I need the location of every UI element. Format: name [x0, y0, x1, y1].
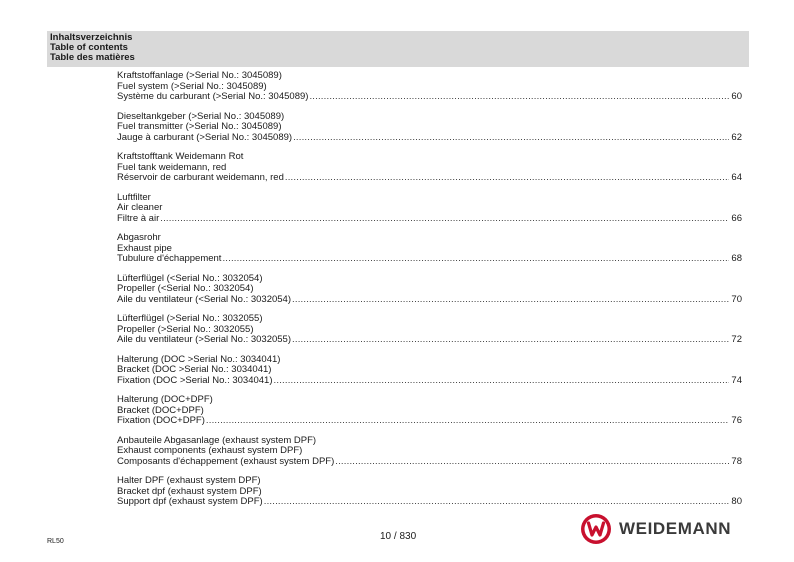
document-code: RL50 — [47, 538, 64, 545]
entry-title-fr: Jauge à carburant (>Serial No.: 3045089) — [117, 131, 293, 143]
entry-title-fr: Fixation (DOC >Serial No.: 3034041) — [117, 374, 273, 386]
entry-page-number[interactable]: 60 — [731, 91, 742, 102]
entry-title-fr: Aile du ventilateur (<Serial No.: 3032054) — [117, 293, 292, 305]
entry-title-de: Dieseltankgeber (>Serial No.: 3045089) — [117, 110, 285, 122]
entry-title-en: Exhaust pipe — [117, 242, 172, 254]
toc-entry[interactable] — [117, 274, 742, 315]
entry-title-en: Exhaust components (exhaust system DPF) — [117, 445, 303, 456]
entry-page-number[interactable]: 68 — [731, 253, 742, 264]
entry-page-number[interactable]: 70 — [731, 293, 742, 305]
dot-leader — [274, 376, 729, 387]
entry-title-fr: Fixation (DOC+DPF) — [117, 415, 205, 426]
entry-page-number[interactable]: 66 — [731, 212, 742, 224]
entry-title-de: Kraftstofftank Weidemann Rot — [117, 151, 244, 162]
entry-page-number[interactable]: 72 — [731, 334, 742, 345]
dot-leader — [264, 497, 729, 508]
entry-title-fr: Réservoir de carburant weidemann, red — [117, 172, 284, 183]
toc-entry[interactable] — [117, 233, 742, 274]
toc-entry[interactable] — [117, 152, 742, 193]
entry-title-en: Propeller (<Serial No.: 3032054) — [117, 283, 254, 294]
entry-title-en: Bracket dpf (exhaust system DPF) — [117, 485, 262, 497]
entry-page-number[interactable]: 80 — [731, 496, 742, 507]
entry-title-en: Fuel transmitter (>Serial No.: 3045089) — [117, 121, 282, 132]
toc-entry[interactable] — [117, 476, 742, 517]
entry-title-en: Air cleaner — [117, 202, 163, 213]
toc-entry[interactable] — [117, 355, 742, 396]
dot-leader — [292, 295, 729, 306]
toc-header — [47, 31, 749, 67]
entry-title-de: Halterung (DOC >Serial No.: 3034041) — [117, 353, 281, 365]
entry-title-de: Luftfilter — [117, 191, 151, 203]
entry-page-number[interactable]: 78 — [731, 455, 742, 467]
entry-title-fr: Filtre à air — [117, 212, 160, 224]
dot-leader — [160, 214, 729, 225]
toc-entry[interactable] — [117, 71, 742, 112]
brand-name: WEIDEMANN — [619, 519, 732, 538]
entry-title-fr: Système du carburant (>Serial No.: 3045089) — [117, 91, 309, 102]
dot-leader — [293, 133, 729, 144]
dot-leader — [335, 457, 729, 468]
entry-title-en: Propeller (>Serial No.: 3032055) — [117, 323, 254, 335]
entry-title-de: Kraftstoffanlage (>Serial No.: 3045089) — [117, 70, 282, 81]
weidemann-emblem-icon — [580, 513, 612, 545]
header-title-fr: Table des matières — [50, 52, 135, 63]
entry-page-number[interactable]: 76 — [731, 415, 742, 426]
entry-title-fr: Support dpf (exhaust system DPF) — [117, 496, 263, 507]
entry-title-en: Bracket (DOC+DPF) — [117, 404, 204, 416]
dot-leader — [206, 416, 729, 427]
entry-title-de: Anbauteile Abgasanlage (exhaust system DPF) — [117, 434, 317, 446]
entry-title-fr: Composants d'échappement (exhaust system DPF) — [117, 455, 335, 467]
toc-list — [117, 71, 742, 517]
dot-leader — [222, 254, 729, 265]
toc-entry[interactable] — [117, 395, 742, 436]
weidemann-logo — [580, 513, 750, 545]
entry-title-de: Lüfterflügel (>Serial No.: 3032055) — [117, 313, 263, 324]
toc-entry[interactable] — [117, 112, 742, 153]
toc-entry[interactable] — [117, 436, 742, 477]
page-indicator: 10 / 830 — [380, 531, 417, 542]
toc-entry[interactable] — [117, 314, 742, 355]
dot-leader — [285, 173, 729, 184]
entry-title-fr: Aile du ventilateur (>Serial No.: 3032055) — [117, 334, 292, 345]
header-title-en: Table of contents — [50, 42, 128, 53]
entry-title-de: Halterung (DOC+DPF) — [117, 394, 213, 405]
entry-title-de: Abgasrohr — [117, 232, 161, 243]
entry-title-en: Fuel system (>Serial No.: 3045089) — [117, 80, 267, 92]
entry-title-fr: Tubulure d'échappement — [117, 253, 222, 264]
entry-page-number[interactable]: 62 — [731, 131, 742, 143]
entry-title-en: Bracket (DOC >Serial No.: 3034041) — [117, 364, 272, 375]
entry-title-de: Lüfterflügel (<Serial No.: 3032054) — [117, 272, 263, 284]
entry-title-de: Halter DPF (exhaust system DPF) — [117, 475, 261, 486]
entry-page-number[interactable]: 64 — [731, 172, 742, 183]
dot-leader — [292, 335, 729, 346]
entry-title-en: Fuel tank weidemann, red — [117, 161, 227, 173]
header-title-de: Inhaltsverzeichnis — [50, 32, 133, 43]
toc-entry[interactable] — [117, 193, 742, 234]
entry-page-number[interactable]: 74 — [731, 374, 742, 386]
dot-leader — [309, 92, 729, 103]
